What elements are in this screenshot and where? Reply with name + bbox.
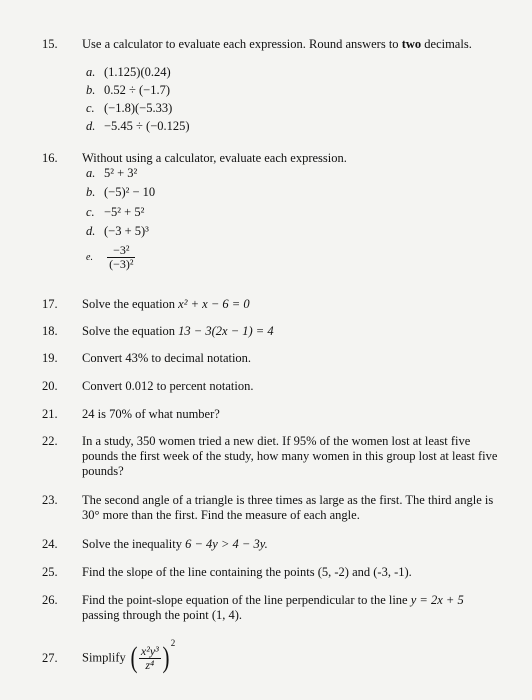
- problem-16-part-a: a. 5² + 3²: [86, 166, 138, 180]
- worksheet-page: 15. Use a calculator to evaluate each expression. Round answers to two decimals. a. (1.125)(0.24) b. 0.52 ÷ (−1.7) c. (−1.8)(−5.33) d. −5.45 ÷ (−0.125) 16. Without using a calculator, evaluate each expression. a. 5² + 3² b. (−5)² − 10 c. −5² + 5² d. (−3 + 5)³ e. $\frac{\text{−3²}}{\text{(−3)²}}$ 17. Solve the equation x² + x − 6 = 0 18. Solve the equation 13 − 3(2x − 1) = 4 19. Convert 43% to decimal notation. 20. Convert 0.012 to percent notation. 21. 24 is 70% of what number? 22. In a study, 350 women tried a new diet. If 95% of the women lost at least five pounds the first week of the study, how many women in this group lost at least five pounds? 23. The second angle of a triangle is three times as large as the first. The third angle is 30° more than the first. Find the measure of each angle. 24. Solve the inequality 6 − 4y > 4 − 3y. 25. Find the slope of the line containing the points (5, -2) and (-3, -1). 26. Find the point-slope equation of the line perpendicular to the line y = 2x + 5 passing through the point (1, 4). 27. Simplify ( $\frac{\text{x²y³}}{\text{z⁴}}$ ) $^2$: [0, 0, 532, 700]
- problem-text: Without using a calculator, evaluate each expression.: [82, 151, 347, 165]
- problem-27: 27. Simplify ( $\frac{\text{x²y³}}{\text{z⁴}}$ ) $^2$: [42, 637, 176, 674]
- problem-16-part-e: e. $\frac{\text{−3²}}{\text{(−3)²}}$: [86, 243, 134, 271]
- problem-15-part-a: a. (1.125)(0.24): [86, 65, 171, 79]
- problem-16-part-c: c. −5² + 5²: [86, 205, 145, 219]
- problem-15-part-c: c. (−1.8)(−5.33): [86, 101, 173, 115]
- problem-16-part-d: d. (−3 + 5)³: [86, 224, 149, 238]
- problem-text: Use a calculator to evaluate each expression. Round answers to two decimals.: [82, 37, 472, 51]
- fraction: $\frac{\text{−3²}}{\text{(−3)²}}$: [109, 243, 134, 271]
- problem-15-part-d: d. −5.45 ÷ (−0.125): [86, 119, 190, 133]
- problem-16-part-b: b. (−5)² − 10: [86, 185, 156, 199]
- problem-number: 16.: [42, 151, 58, 165]
- problem-15-part-b: b. 0.52 ÷ (−1.7): [86, 83, 170, 97]
- fraction: $\frac{\text{x²y³}}{\text{z⁴}}$: [140, 643, 159, 672]
- problem-number: 15.: [42, 37, 58, 51]
